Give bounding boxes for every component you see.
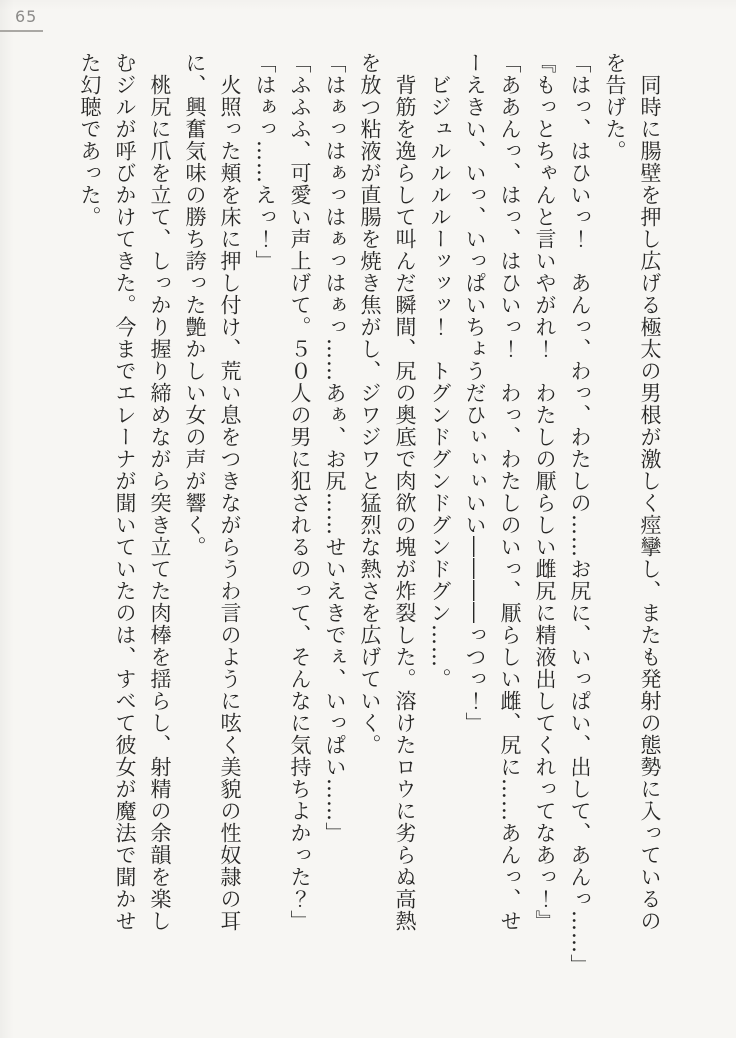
- text-line: を告げた。: [603, 52, 627, 162]
- text-line: 火照った頬を床に押し付け、荒い息をつきながらうわ言のように呟く美貌の性奴隷の耳: [218, 52, 242, 932]
- text-line: 「ああんっ、はっ、はひいっ！ わっ、わたしのいっ、厭らしい雌、尻に……あんっ、せ: [498, 52, 522, 932]
- text-line: ーえきい、いっ、いっぱいちょうだひぃぃぃいい――――っつっ！」: [463, 52, 487, 734]
- text-line: 同時に腸壁を押し広げる極太の男根が激しく痙攣し、またも発射の態勢に入っているの: [638, 52, 662, 932]
- page-number-rule: [0, 30, 43, 32]
- text-line: 「はぁっはぁっはぁっはぁっ……あぁ、お尻……せいえきでぇ、いっぱい……」: [323, 52, 347, 844]
- text-line: 「はっ、はひいっ！ あんっ、わっ、わたしの……お尻に、いっぱい、出して、あんっ……」: [568, 52, 592, 976]
- text-line: を放つ粘液が直腸を焼き焦がし、ジワジワと猛烈な熱さを広げていく。: [358, 52, 382, 756]
- text-line: 桃尻に爪を立て、しっかり握り締めながら突き立てた肉棒を揺らし、射精の余韻を楽し: [148, 52, 172, 932]
- text-line: 「はぁっ……えっ！」: [253, 52, 277, 272]
- text-line: 背筋を逸らして叫んだ瞬間、尻の奥底で肉欲の塊が炸裂した。溶けたロウに劣らぬ高熱: [393, 52, 417, 932]
- page-number-label: 65: [15, 7, 38, 26]
- text-line: ビジュルルルルーッッッ！ トグンドグンドグンドグン……。: [428, 52, 452, 690]
- text-line: むジルが呼びかけてきた。今までエレーナが聞いていたのは、すべて彼女が魔法で聞かせ: [113, 52, 137, 932]
- vertical-text-block: [72, 52, 667, 978]
- text-line: 『もっとちゃんと言いやがれ！ わたしの厭らしい雌尻に精液出してくれってなあっ！』: [533, 52, 557, 932]
- text-line: 「ふふふ、可愛い声上げて。５０人の男に犯されるのって、そんなに気持ちよかった？」: [288, 52, 312, 932]
- text-line: に、興奮気味の勝ち誇った艶かしい女の声が響く。: [183, 52, 207, 558]
- text-line: た幻聴であった。: [78, 52, 102, 228]
